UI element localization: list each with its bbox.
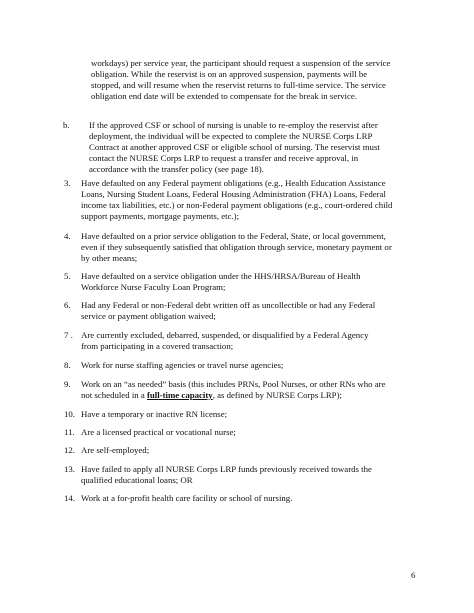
list-item-number: 10. [64, 409, 75, 419]
list-item-marker: b. [63, 120, 70, 130]
list-item-text: Are a licensed practical or vocational nurse; [81, 427, 236, 437]
list-item-10 [64, 409, 399, 421]
list-item-text: Have failed to apply all NURSE Corps LRP funds previously received towards the qualified educational loans; OR [81, 464, 372, 485]
list-item-text-part: , as defined by NURSE Corps LRP); [212, 390, 342, 400]
list-item-7 [64, 330, 399, 354]
list-item-number: 14. [64, 493, 75, 503]
list-item-number: 12. [64, 445, 75, 455]
list-item-text: Are currently excluded, debarred, suspended, or disqualified by a Federal Agency from participating in a covered transaction; [81, 330, 369, 351]
list-item-text: Work at a for-profit health care facility or school of nursing. [81, 493, 293, 503]
list-item-number: 13. [64, 464, 75, 474]
page-number: 6 [411, 570, 416, 580]
list-item-number: 6. [64, 300, 71, 310]
list-item-number: 7 . [64, 330, 73, 340]
continuation-text: workdays) per service year, the participant should request a suspension of the service obligation. While the reservist is on an approved suspension, payments will be stopped, and will resume when the reservist returns to full-time service. The service obligation end date will be extended to compensate for the break in service. [91, 58, 391, 101]
list-item-number: 4. [64, 231, 71, 241]
list-item-8 [64, 360, 399, 372]
list-item-text: Have a temporary or inactive RN license; [81, 409, 228, 419]
list-item-14 [64, 493, 399, 505]
list-item-text: Are self-employed; [81, 445, 150, 455]
list-item-text: Had any Federal or non-Federal debt written off as uncollectible or had any Federal service or payment obligation waived; [81, 300, 376, 321]
list-item-text: Work for nurse staffing agencies or travel nurse agencies; [81, 360, 284, 370]
list-item-4 [64, 231, 399, 265]
full-time-capacity-emphasis: full-time capacity [146, 390, 213, 400]
list-item-text: Have defaulted on a service obligation under the HHS/HRSA/Bureau of Health Workforce Nurse Faculty Loan Program; [81, 271, 361, 292]
list-item-number: 8. [64, 360, 71, 370]
list-item-11 [64, 427, 399, 439]
list-item-9 [64, 379, 399, 403]
list-item-text: Have defaulted on a prior service obligation to the Federal, State, or local government, even if they subsequently satisfied that obligation through service, monetary payment or by other means; [81, 231, 392, 263]
list-item-number: 3. [64, 178, 71, 188]
list-item-number: 11. [64, 427, 75, 437]
list-item-number: 9. [64, 379, 71, 389]
list-item-text: If the approved CSF or school of nursing is unable to re-employ the reservist after deployment, the individual will be expected to complete the NURSE Corps LRP Contract at another approved CSF or eligible school of nursing. The reservist must contact the NURSE Corps LRP to request a transfer and receive approval, in accordance with the transfer policy (see page 18). [89, 120, 380, 174]
list-item-13 [64, 464, 399, 488]
list-item-b [63, 120, 393, 174]
list-item-text: Have defaulted on any Federal payment obligations (e.g., Health Education Assistance Loans, Nursing Student Loans, Federal Housing Administration (FHA) Loans, Federal income tax liabilities, etc.) or non-Federal payment obligations (e.g., court-ordered child support payments, mortgage payments, etc.); [81, 178, 393, 221]
continuation-paragraph [91, 58, 391, 102]
list-item-number: 5. [64, 271, 71, 281]
list-item-text [81, 379, 396, 401]
list-item-12 [64, 445, 399, 457]
list-item-5 [64, 271, 399, 295]
list-item-3 [64, 178, 399, 224]
list-item-6 [64, 300, 399, 324]
list-item-text-part: Work on an “as needed” basis (this includes PRNs, Pool Nurses, or other RNs who are not scheduled in a [81, 379, 386, 400]
